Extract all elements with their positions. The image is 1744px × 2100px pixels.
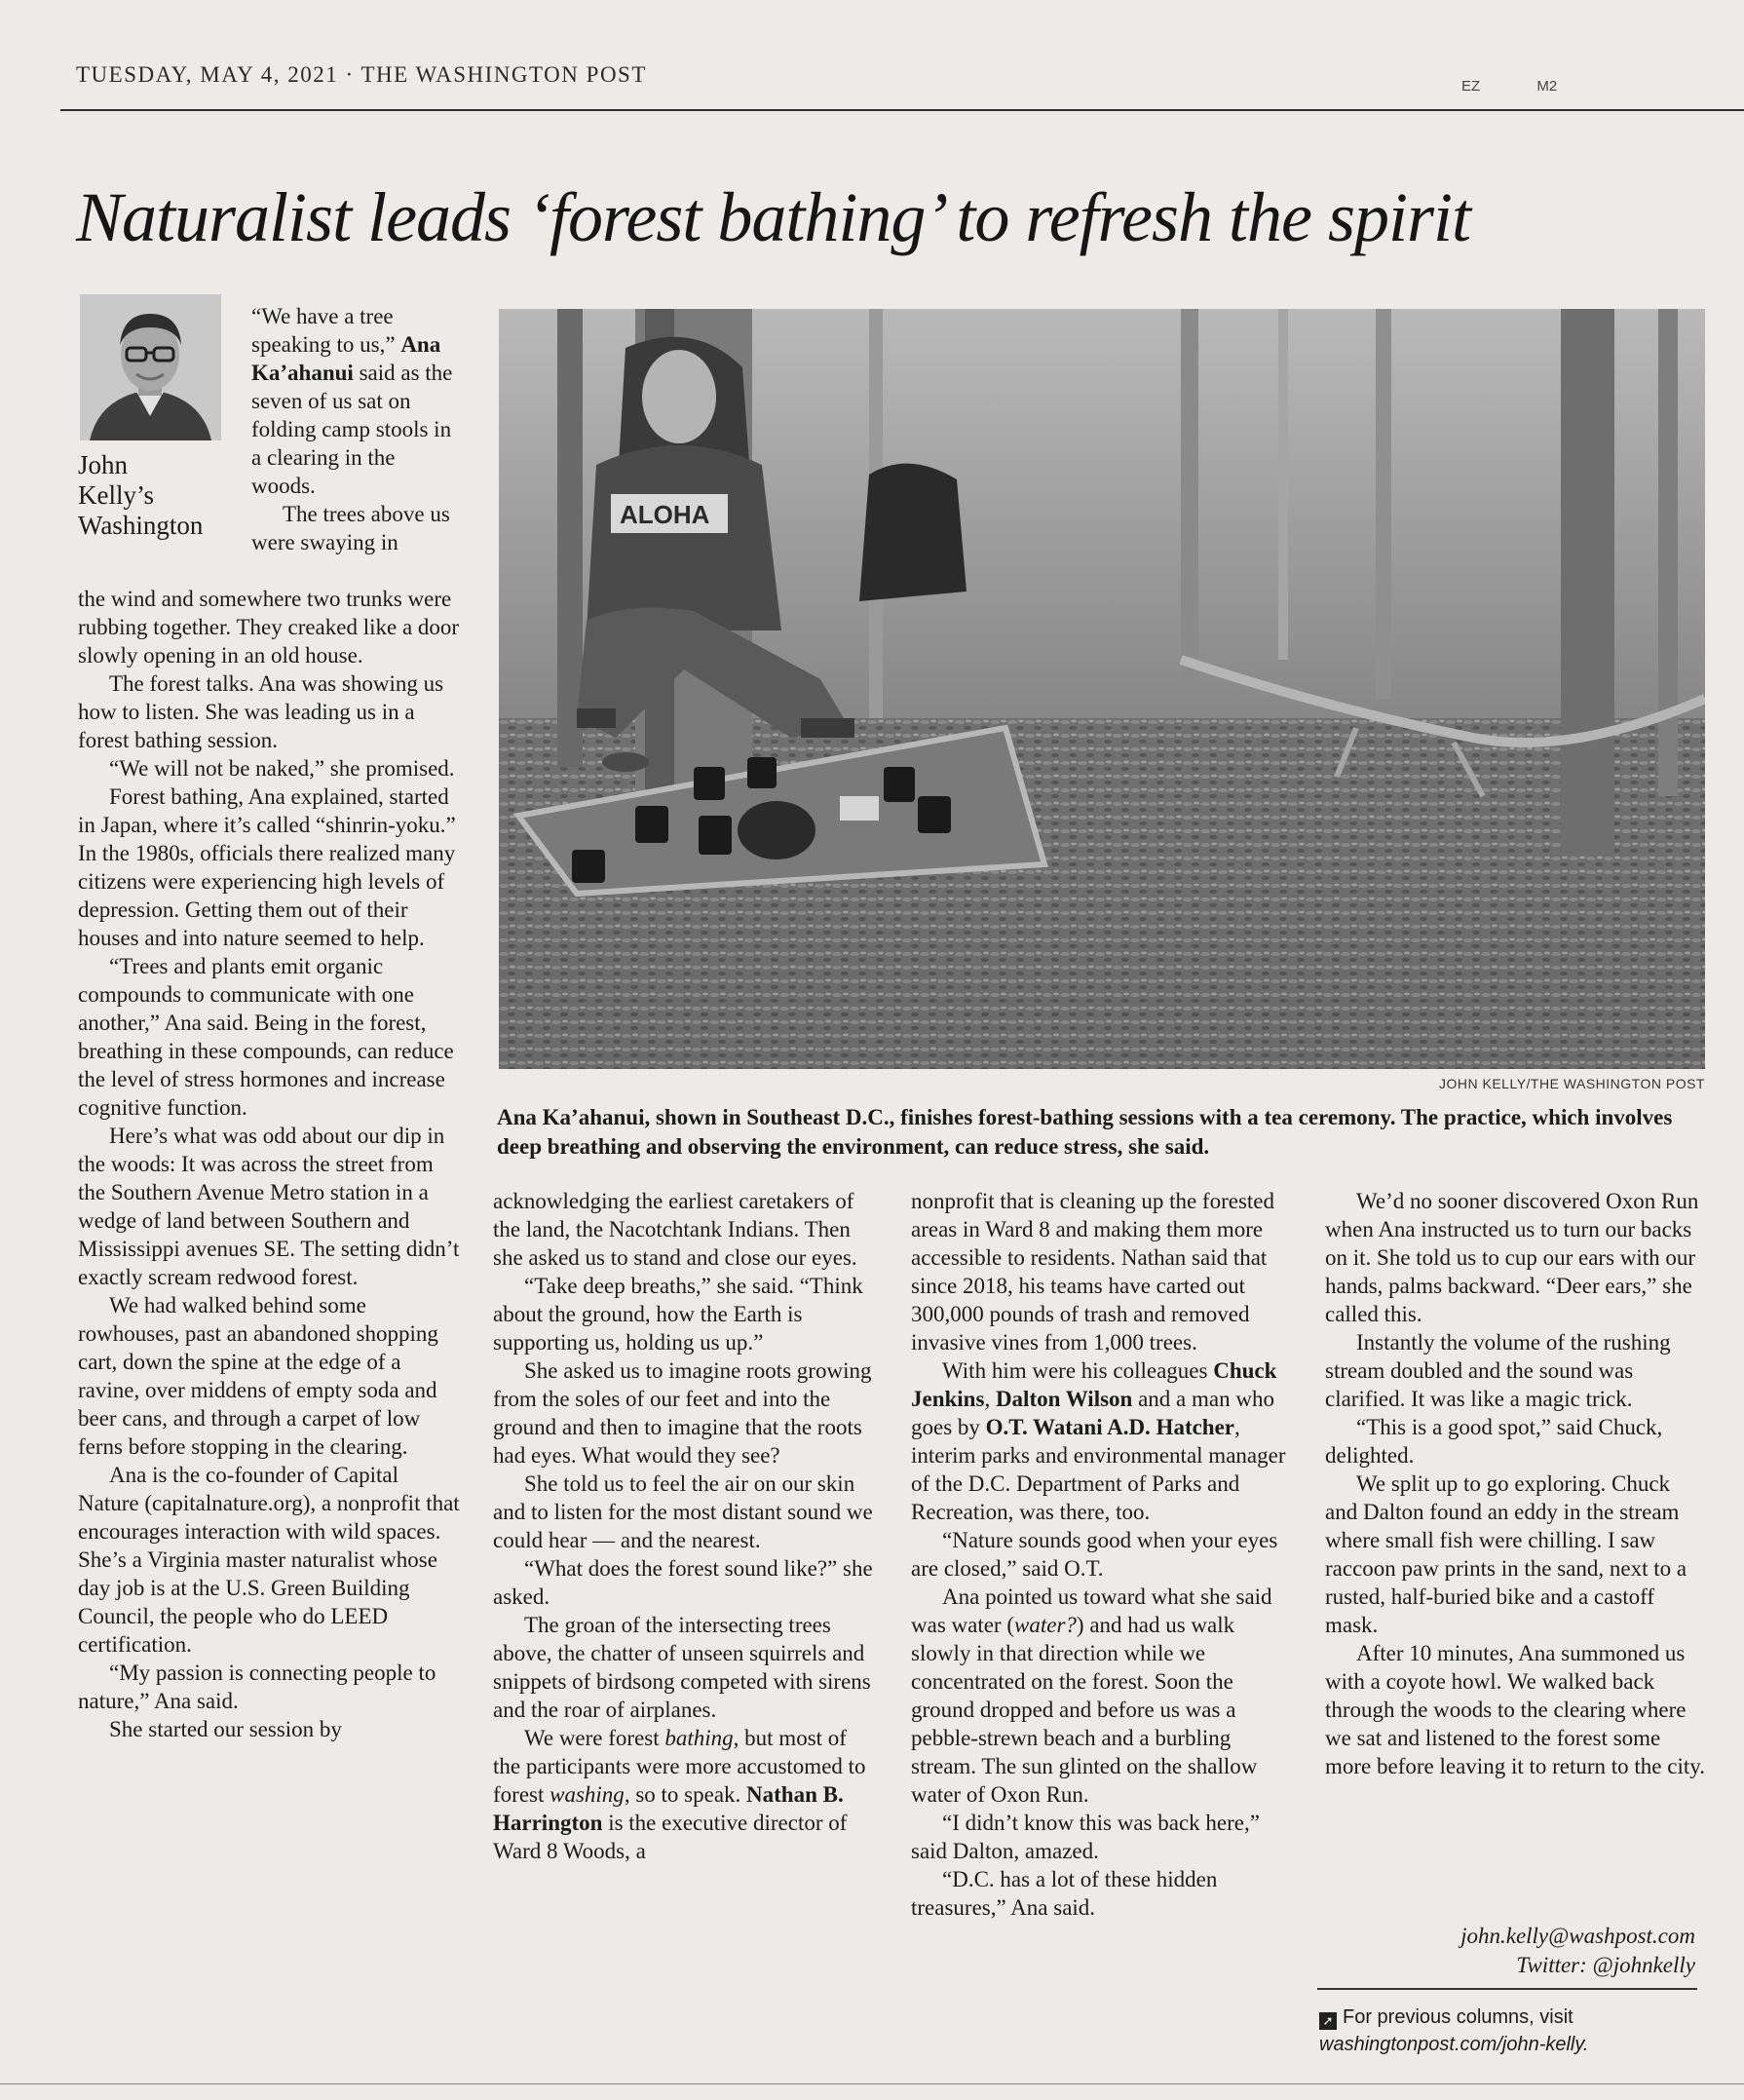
paragraph: With him were his colleagues Chuck Jenkins, Dalton Wilson and a man who goes by O.T. Watani A.D. Hatcher, interim parks and environmental manager of the D.C. Department of Parks and Recreation, was there, too. bbox=[911, 1358, 1286, 1524]
paragraph: She asked us to imagine roots growing from the soles of our feet and into the ground and then to imagine that the roots had eyes. What would they see? bbox=[493, 1358, 872, 1468]
paragraph: “I didn’t know this was back here,” said Dalton, amazed. bbox=[911, 1811, 1260, 1863]
paragraph: the wind and somewhere two trunks were rubbing together. They creaked like a door slowly opening in an old house. bbox=[78, 587, 460, 668]
previous-columns-note: ➚ For previous columns, visit washingtonpost.com/john-kelly. bbox=[1319, 2006, 1589, 2055]
previous-columns-link[interactable]: washingtonpost.com/john-kelly. bbox=[1319, 2034, 1589, 2055]
paragraph: Ana is the co-founder of Capital Nature (capitalnature.org), a nonprofit that encourages interaction with wild spaces. She’s a Virginia master naturalist whose day job is at the U.S. Green Building Council, the people who do LEED certification. bbox=[78, 1463, 460, 1657]
masthead: TUESDAY, MAY 4, 2021 · THE WASHINGTON POST bbox=[76, 62, 647, 87]
author-twitter[interactable]: Twitter: @johnkelly bbox=[1516, 1953, 1695, 1977]
headline: Naturalist leads ‘forest bathing’ to refresh the spirit bbox=[76, 178, 1471, 256]
lead-continuation: The trees above us were swaying in bbox=[251, 502, 450, 554]
paragraph: “My passion is connecting people to nature,” Ana said. bbox=[78, 1661, 436, 1713]
paragraph: After 10 minutes, Ana summoned us with a coyote howl. We walked back through the woods to the clearing where we sat and listened to the forest some more before leaving it to return to the city. bbox=[1325, 1641, 1706, 1778]
paragraph: nonprofit that is cleaning up the forested areas in Ward 8 and making them more accessible to residents. Nathan said that since 2018, his teams have carted out 300,000 pounds of trash and removed invasive vines from 1,000 trees. bbox=[911, 1189, 1275, 1355]
paragraph: “D.C. has a lot of these hidden treasures,” Ana said. bbox=[911, 1867, 1218, 1920]
paragraph: Instantly the volume of the rushing stream doubled and the sound was clarified. It was like a magic trick. bbox=[1325, 1330, 1671, 1411]
paragraph: We’d no sooner discovered Oxon Run when Ana instructed us to turn our backs on it. She told us to cup our ears with our hands, palms backward. “Deer ears,” she called this. bbox=[1325, 1189, 1699, 1326]
author-signature bbox=[1325, 1922, 1695, 1980]
author-photo bbox=[80, 294, 221, 440]
paragraph: “What does the forest sound like?” she asked. bbox=[493, 1556, 873, 1609]
paragraph: Ana pointed us toward what she said was water (water?) and had us walk slowly in that direction while we concentrated on the forest. Soon the ground dropped and before us was a pebble-strewn beach and a burbling stream. The sun glinted on the shallow water of Oxon Run. bbox=[911, 1585, 1272, 1807]
lead-quote: “We have a tree speaking to us,” Ana Ka’ahanui said as the seven of us sat on folding camp stools in a clearing in the woods. bbox=[251, 304, 453, 498]
masthead-rule bbox=[60, 109, 1744, 111]
article-column-2 bbox=[493, 1187, 875, 1865]
paragraph: The forest talks. Ana was showing us how to listen. She was leading us in a forest bathing session. bbox=[78, 671, 444, 752]
paragraph: Here’s what was odd about our dip in the woods: It was across the street from the Southern Avenue Metro station in a wedge of land between Southern and Mississippi avenues SE. The setting didn’t exactly scream redwood forest. bbox=[78, 1124, 460, 1289]
author-email[interactable]: john.kelly@washpost.com bbox=[1460, 1924, 1695, 1948]
article-column-1 bbox=[78, 585, 460, 1743]
svg-text:ALOHA: ALOHA bbox=[620, 500, 710, 529]
paragraph: The groan of the intersecting trees above, the chatter of unseen squirrels and snippets of birdsong competed with sirens and the roar of airplanes. bbox=[493, 1613, 871, 1722]
main-photo bbox=[499, 309, 1705, 1069]
edition-code: EZ bbox=[1461, 78, 1481, 95]
paragraph: acknowledging the earliest caretakers of the land, the Nacotchtank Indians. Then she asked us to stand and close our eyes. bbox=[493, 1189, 857, 1270]
footer-rule bbox=[1317, 1988, 1697, 1990]
article-lead bbox=[251, 302, 461, 556]
column-label: John Kelly’s Washington bbox=[78, 450, 204, 540]
article-column-3 bbox=[911, 1187, 1293, 1922]
photo-caption: Ana Ka’ahanui, shown in Southeast D.C., finishes forest-bathing sessions with a tea ceremony. The practice, which involves deep breathing and observing the environment, can reduce stress, she said. bbox=[497, 1105, 1673, 1159]
paragraph: We were forest bathing, but most of the participants were more accustomed to forest washing, so to speak. Nathan B. Harrington is the executive director of Ward 8 Woods, a bbox=[493, 1726, 866, 1863]
photo-credit: JOHN KELLY/THE WASHINGTON POST bbox=[1438, 1076, 1705, 1091]
paragraph: She started our session by bbox=[109, 1717, 342, 1741]
paragraph: “Nature sounds good when your eyes are closed,” said O.T. bbox=[911, 1528, 1278, 1581]
arrow-icon: ➚ bbox=[1319, 2012, 1337, 2030]
paragraph: We split up to go exploring. Chuck and Dalton found an eddy in the stream where small fish were chilling. I saw raccoon paw prints in the sand, next to a rusted, half-buried bike and a castoff mask. bbox=[1325, 1471, 1687, 1637]
paragraph: Forest bathing, Ana explained, started in Japan, where it’s called “shinrin-yoku.” In the 1980s, officials there realized many citizens were experiencing high levels of depression. Getting them out of their houses and into nature seemed to help. bbox=[78, 784, 456, 950]
article-column-4 bbox=[1325, 1187, 1707, 1780]
forest-photo-image bbox=[499, 309, 1705, 1069]
paragraph: She told us to feel the air on our skin and to listen for the most distant sound we could hear — and the nearest. bbox=[493, 1471, 873, 1552]
paragraph: “This is a good spot,” said Chuck, delighted. bbox=[1325, 1415, 1663, 1468]
paragraph: We had walked behind some rowhouses, past an abandoned shopping cart, down the spine at the edge of a ravine, over middens of empty soda and beer cans, and through a carpet of low ferns before stopping in the clearing. bbox=[78, 1293, 438, 1459]
page-codes bbox=[1461, 78, 1610, 95]
page-bottom-rule bbox=[0, 2083, 1744, 2084]
paragraph: “Take deep breaths,” she said. “Think about the ground, how the Earth is supporting us, holding us up.” bbox=[493, 1274, 863, 1355]
page-number: M2 bbox=[1536, 78, 1558, 95]
paragraph: “Trees and plants emit organic compounds to communicate with one another,” Ana said. Being in the forest, breathing in these compounds, can reduce the level of stress hormones and increase cognitive function. bbox=[78, 954, 454, 1120]
author-portrait-image bbox=[80, 294, 221, 440]
paragraph: “We will not be naked,” she promised. bbox=[109, 756, 455, 781]
